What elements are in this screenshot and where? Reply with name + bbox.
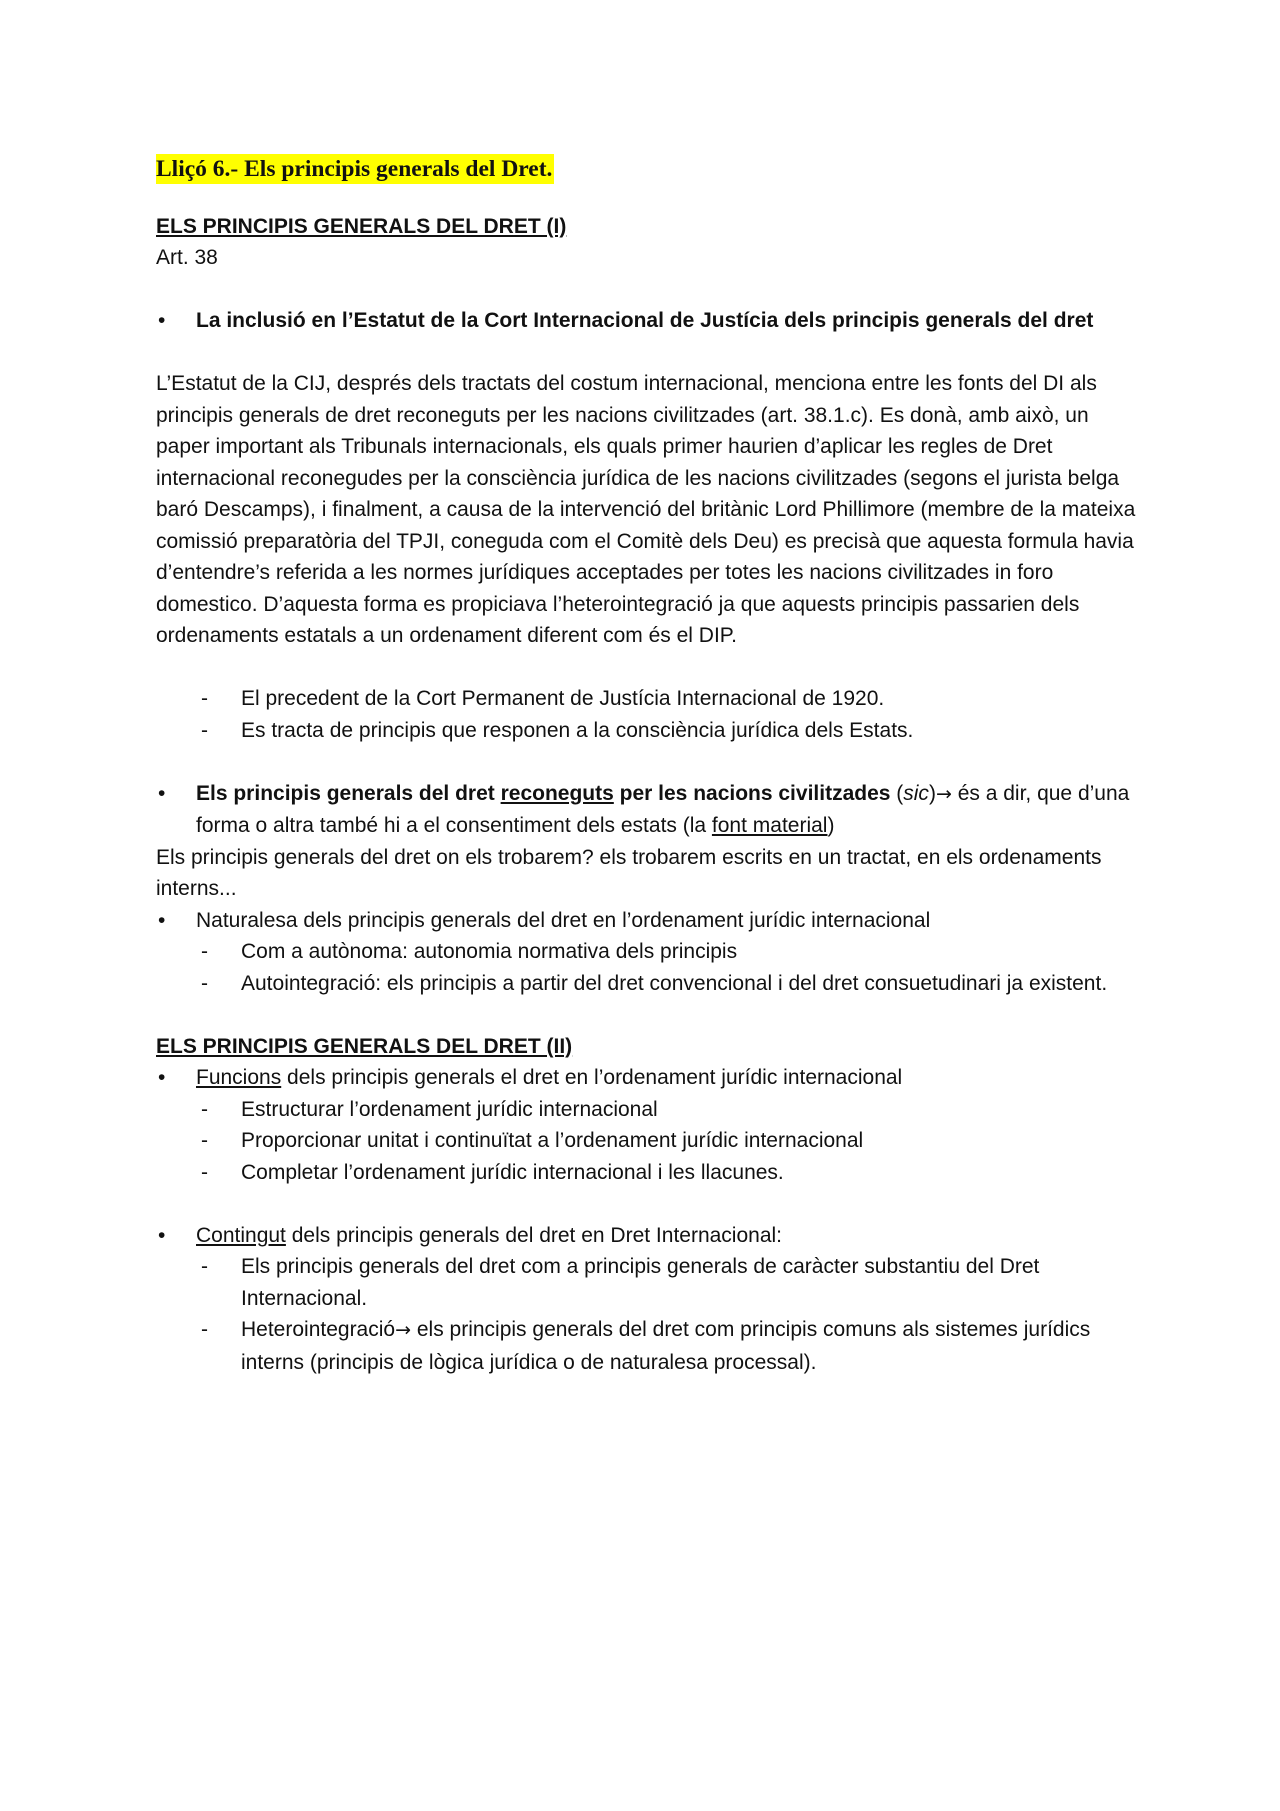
dash-item-complete (156, 1157, 1136, 1189)
bullet-marker: • (158, 908, 166, 932)
main-paragraph: L’Estatut de la CIJ, després dels tractats del costum internacional, menciona entre les fonts del DI als principis generals de dret reconeguts per les nacions civilitzades (art. 38.1.c). Es donà, amb això, un paper important als Tribunals internacionals, els quals primer haurien d’aplicar les regles de Dret internacional reconegudes per la consciència jurídica de les nacions civilitzades (segons el jurista belga baró Descamps), i finalment, a causa de la intervenció del britànic Lord Phillimore (membre de la mateixa comissió preparatòria del TPJI, coneguda com el Comitè dels Deu) es precisà que aquesta formula havia d’entendre’s referida a les normes jurídiques acceptades per totes les nacions civilitzades in foro domestico. D’aquesta forma es propiciava l’heterointegració ja que aquests principis passarien dels ordenaments estatals a un ordenament diferent com és el DIP. (156, 372, 1136, 647)
dash-text: Com a autònoma: autonomia normativa dels principis (241, 940, 738, 963)
article-reference: Art. 38 (156, 246, 218, 269)
bullet-marker: • (158, 781, 166, 805)
where-paragraph: Els principis generals del dret on els trobarem? els trobarem escrits en un tractat, en els ordenaments interns... (156, 845, 1102, 900)
section-1-heading: ELS PRINCIPIS GENERALS DEL DRET (I) (156, 214, 567, 238)
dash-text: Autointegració: els principis a partir del dret convencional i del dret consuetudinari ja existent. (241, 971, 1108, 995)
plain-text: dels principis generals el dret en l’ordenament jurídic internacional (281, 1066, 903, 1089)
arrow-icon: → (935, 782, 952, 805)
section-2-heading: ELS PRINCIPIS GENERALS DEL DRET (II) (156, 1034, 573, 1058)
dash-text: els principis generals del dret com principis comuns als sistemes jurídics interns (principis de lògica jurídica o de naturalesa processal). (241, 1318, 1091, 1374)
bullet-functions (156, 1062, 1136, 1094)
dash-item-unity (156, 1125, 1136, 1157)
bold-text: Els principis generals del dret (196, 781, 501, 805)
dash-marker: - (201, 1097, 208, 1121)
dash-marker: - (201, 940, 208, 963)
lesson-title: Lliçó 6.- Els principis generals del Dret. (156, 156, 553, 182)
dash-item-structure (156, 1094, 1136, 1126)
bullet-marker: • (158, 1066, 166, 1089)
bullet-recognized-principles (156, 778, 1136, 842)
bold-text: per les nacions civilitzades (613, 781, 891, 805)
bullet-marker: • (158, 309, 166, 332)
bullet-inclusion-text: La inclusió en l’Estatut de la Cort Internacional de Justícia dels principis generals del dret (196, 309, 1094, 332)
bullet-inclusion (156, 305, 1136, 337)
dash-text: Es tracta de principis que responen a la consciència jurídica dels Estats. (241, 718, 914, 742)
dash-text: Estructurar l’ordenament jurídic internacional (241, 1097, 658, 1121)
dash-marker: - (201, 1255, 208, 1278)
font-material-text: font material (711, 814, 828, 837)
dash-item-substantive (156, 1251, 1136, 1314)
dash-text: El precedent de la Cort Permanent de Justícia Internacional de 1920. (241, 687, 885, 710)
underlined-text: Contingut (196, 1223, 286, 1247)
dash-item-autonomous (156, 936, 1136, 968)
bullet-content (156, 1220, 1136, 1252)
dash-item-consciousness (156, 715, 1136, 747)
plain-text: és a dir, que d’una forma o altra també hi a el consentiment dels estats (la (196, 781, 1130, 837)
bullet-marker: • (158, 1223, 166, 1247)
dash-item-heterointegration (156, 1314, 1136, 1378)
dash-text: Els principis generals del dret com a principis generals de caràcter substantiu del Dret Internacional. (241, 1255, 1040, 1310)
paren-text: ) (827, 814, 835, 837)
bullet-nature-text: Naturalesa dels principis generals del dret en l’ordenament jurídic internacional (196, 908, 931, 932)
dash-marker: - (201, 718, 208, 742)
underlined-text: reconeguts (500, 781, 614, 805)
dash-item-precedent (156, 683, 1136, 715)
dash-marker: - (201, 971, 208, 995)
dash-item-autointegration (156, 968, 1136, 1000)
dash-marker: - (201, 1129, 208, 1152)
dash-text: Proporcionar unitat i continuïtat a l’ordenament jurídic internacional (241, 1129, 864, 1152)
dash-marker: - (201, 1318, 208, 1341)
sic-text: sic (903, 781, 929, 805)
document-page (156, 150, 1136, 1378)
dash-marker: - (201, 1160, 208, 1184)
dash-marker: - (201, 687, 208, 710)
plain-text: dels principis generals del dret en Dret Internacional: (285, 1223, 783, 1247)
paren-text: ) (928, 781, 936, 805)
dash-text: Heterointegració (241, 1318, 396, 1341)
paren-text: ( (890, 781, 904, 805)
arrow-icon: → (395, 1319, 412, 1341)
bullet-nature (156, 905, 1136, 937)
underlined-text: Funcions (196, 1066, 282, 1089)
dash-text: Completar l’ordenament jurídic internacional i les llacunes. (241, 1160, 784, 1184)
